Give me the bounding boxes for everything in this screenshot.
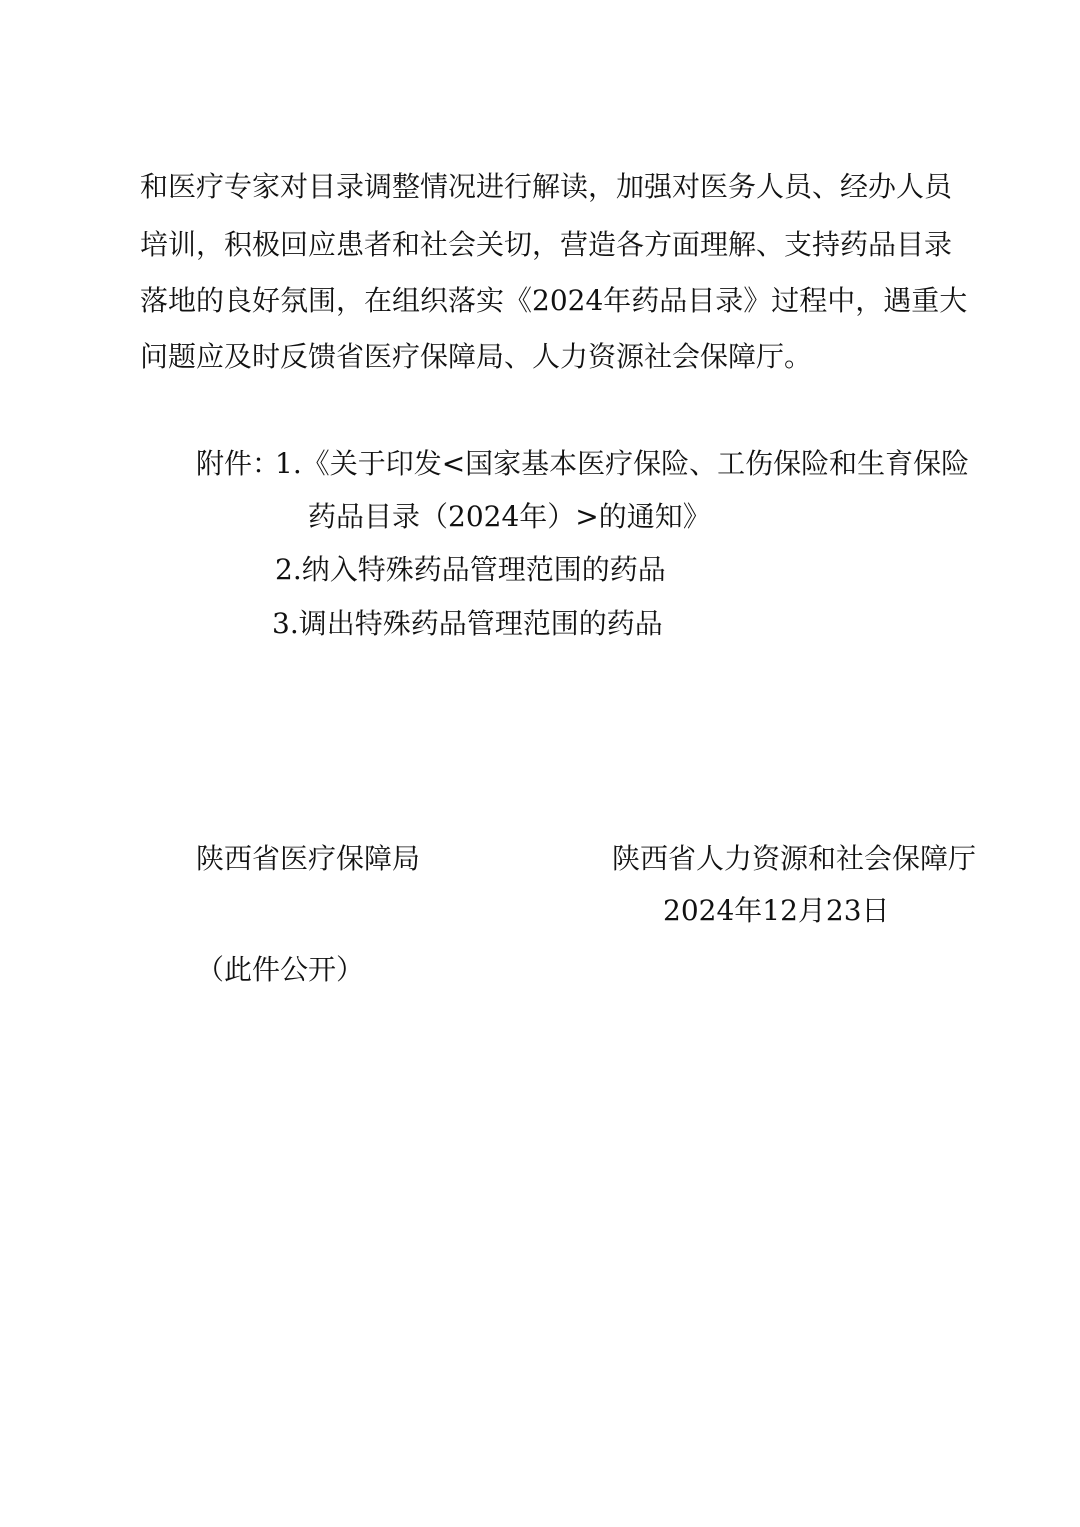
- signature-date: 2024年12月23日: [663, 894, 890, 927]
- signature-right: 陕西省人力资源和社会保障厅: [612, 842, 977, 875]
- attachment-item-2: 2.纳入特殊药品管理范围的药品: [275, 553, 666, 586]
- body-line-4: 问题应及时反馈省医疗保障局、人力资源社会保障厅。: [140, 340, 813, 373]
- attachments-label: 附件：: [196, 447, 281, 480]
- body-line-3: 落地的良好氛围，在组织落实《2024年药品目录》过程中，遇重大: [140, 284, 968, 317]
- attachment-item-3: 3.调出特殊药品管理范围的药品: [272, 607, 663, 640]
- attachment-item-1-line-1: 1.《关于印发<国家基本医疗保险、工伤保险和生育保险: [275, 447, 970, 480]
- signature-left: 陕西省医疗保障局: [196, 842, 421, 875]
- body-line-1: 和医疗专家对目录调整情况进行解读，加强对医务人员、经办人员: [140, 170, 953, 203]
- attachment-item-1-line-2: 药品目录（2024年）>的通知》: [308, 500, 711, 533]
- public-note: （此件公开）: [196, 953, 365, 986]
- body-line-2: 培训，积极回应患者和社会关切，营造各方面理解、支持药品目录: [140, 228, 953, 261]
